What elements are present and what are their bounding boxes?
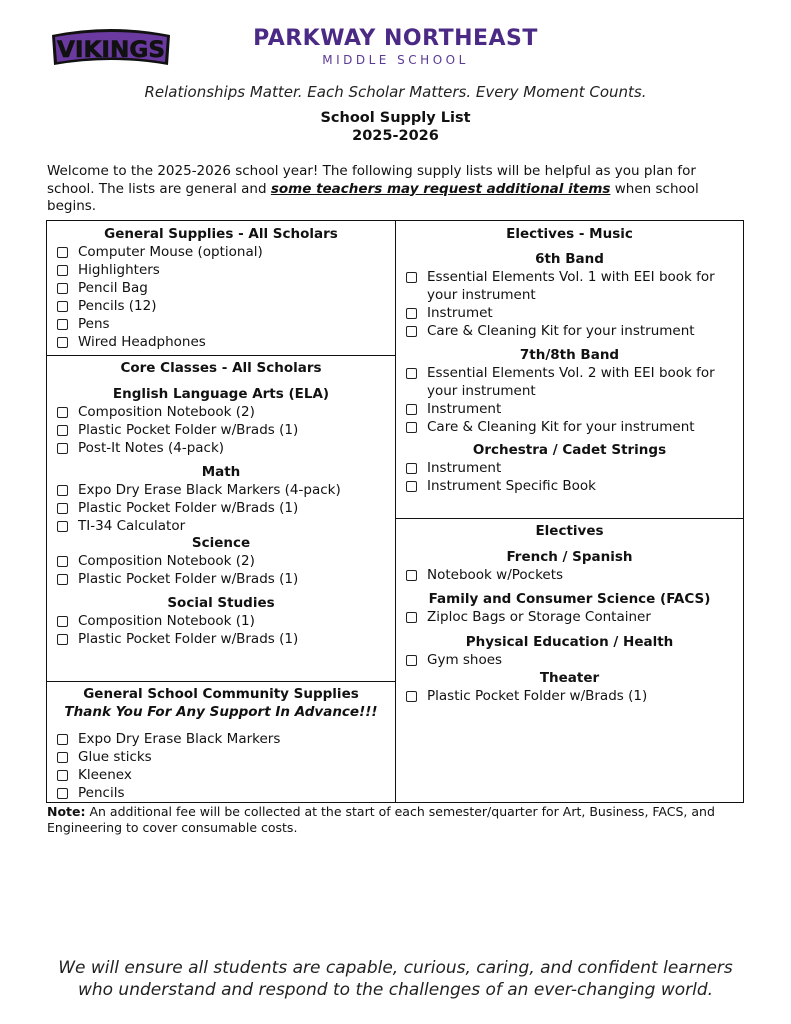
welcome-text-1: Welcome to the 2025-2026 school year! The following supply lists will be helpful as you plan for school. The lists are general and	[47, 163, 696, 197]
subsection-heading: Math	[201, 464, 241, 480]
supply-item-label: Essential Elements Vol. 2 with EEI book for your instrument	[427, 365, 715, 399]
section-subheading: Thank You For Any Support In Advance!!!	[64, 704, 378, 720]
supply-item	[47, 315, 395, 333]
supply-item	[47, 612, 395, 630]
subsection-heading: Orchestra / Cadet Strings	[472, 442, 667, 458]
supply-item-label: Glue sticks	[78, 749, 152, 765]
supply-item	[47, 439, 395, 457]
school-name: PARKWAY NORTHEAST	[253, 26, 538, 51]
checkbox[interactable]	[57, 407, 68, 418]
subsection-heading: 7th/8th Band	[519, 347, 620, 363]
supply-item	[396, 268, 743, 304]
supply-item	[47, 630, 395, 648]
french-spanish-list	[396, 566, 743, 584]
supply-item-label: Instrument Specific Book	[427, 478, 597, 494]
supply-item	[396, 418, 743, 436]
checkbox[interactable]	[406, 463, 417, 474]
subsection-heading: 6th Band	[535, 251, 604, 267]
pe-health-list	[396, 651, 743, 669]
supply-item-label: Gym shoes	[427, 652, 503, 668]
subsection-heading: English Language Arts (ELA)	[112, 386, 330, 402]
supply-item-label: Plastic Pocket Folder w/Brads (1)	[427, 688, 648, 704]
supply-item	[47, 499, 395, 517]
core-classes-section	[47, 356, 395, 682]
supply-item-label: Instrumet	[427, 305, 493, 321]
welcome-emphasis: some teachers may request additional items	[270, 180, 611, 197]
supply-item-label: Care & Cleaning Kit for your instrument	[427, 419, 695, 435]
subsection-heading: Physical Education / Health	[465, 634, 674, 650]
checkbox[interactable]	[406, 612, 417, 623]
supply-item	[396, 322, 743, 340]
checkbox[interactable]	[406, 308, 417, 319]
supply-item-label: Highlighters	[78, 262, 160, 278]
supply-item-label: TI-34 Calculator	[78, 518, 186, 534]
supply-item-label: Kleenex	[78, 767, 132, 783]
supply-item	[47, 730, 395, 748]
science-list	[47, 552, 395, 588]
note-label: Note:	[47, 804, 86, 819]
supply-item	[396, 651, 743, 669]
supply-item-label: Pencils (12)	[78, 298, 157, 314]
left-column	[47, 221, 396, 802]
checkbox[interactable]	[57, 616, 68, 627]
checkbox[interactable]	[57, 319, 68, 330]
subsection-heading: Social Studies	[167, 595, 275, 611]
ela-list	[47, 403, 395, 457]
general-supplies-list	[47, 243, 395, 351]
subsection-heading: Science	[191, 535, 251, 551]
right-column	[396, 221, 743, 802]
motto: Relationships Matter. Each Scholar Matters. Every Moment Counts.	[144, 83, 647, 101]
supply-item	[47, 333, 395, 351]
logo-text: VIKINGS	[57, 38, 165, 63]
electives-section	[396, 519, 743, 802]
page-title	[0, 109, 791, 145]
checkbox[interactable]	[57, 556, 68, 567]
section-heading: General Supplies - All Scholars	[104, 226, 338, 242]
supply-item	[47, 403, 395, 421]
title-year: 2025-2026	[352, 128, 439, 144]
checkbox[interactable]	[57, 521, 68, 532]
facs-list	[396, 608, 743, 626]
general-supplies-section	[47, 221, 395, 356]
checkbox[interactable]	[57, 485, 68, 496]
checkbox[interactable]	[57, 337, 68, 348]
supply-item-label: Composition Notebook (1)	[78, 613, 255, 629]
supply-item	[47, 279, 395, 297]
checkbox[interactable]	[57, 247, 68, 258]
supply-item	[396, 364, 743, 400]
supply-item	[396, 608, 743, 626]
supply-item	[47, 784, 395, 802]
checkbox[interactable]	[406, 570, 417, 581]
supply-item	[47, 552, 395, 570]
supply-item	[47, 748, 395, 766]
supply-item	[47, 570, 395, 588]
supply-item	[396, 304, 743, 322]
section-heading: General School Community Supplies	[83, 686, 359, 702]
supply-item-label: Ziploc Bags or Storage Container	[427, 609, 651, 625]
supply-item-label: Instrument	[427, 401, 502, 417]
checkbox[interactable]	[406, 655, 417, 666]
supply-item-label: Plastic Pocket Folder w/Brads (1)	[78, 631, 299, 647]
checkbox[interactable]	[57, 788, 68, 799]
supply-item-label: Notebook w/Pockets	[427, 567, 564, 583]
supply-item-label: Computer Mouse (optional)	[78, 244, 263, 260]
supply-item-label: Essential Elements Vol. 1 with EEI book for your instrument	[427, 269, 715, 303]
supply-item	[47, 766, 395, 784]
checkbox[interactable]	[57, 301, 68, 312]
welcome-text-2: when school begins.	[47, 180, 699, 214]
section-heading: Electives	[535, 523, 604, 539]
note-text: An additional fee will be collected at the start of each semester/quarter for Art, Business, FACS, and Engineering to cover consumable costs.	[47, 804, 715, 835]
vision-statement	[0, 958, 791, 1001]
theater-list	[396, 687, 743, 705]
section-heading: Electives - Music	[506, 226, 633, 242]
subsection-heading: Family and Consumer Science (FACS)	[428, 591, 711, 607]
supply-item-label: Wired Headphones	[78, 334, 206, 350]
band6-list	[396, 268, 743, 340]
checkbox[interactable]	[406, 404, 417, 415]
checkbox[interactable]	[57, 265, 68, 276]
supply-item	[47, 297, 395, 315]
community-supplies-list	[47, 730, 395, 802]
community-supplies-section	[47, 682, 395, 802]
subsection-heading: Theater	[539, 670, 600, 686]
supply-item-label: Pencils	[78, 785, 125, 801]
school-subtitle: MIDDLE SCHOOL	[322, 53, 469, 67]
vision-line-2: who understand and respond to the challenges of an ever-changing world.	[77, 979, 714, 1000]
school-name-block	[0, 26, 791, 67]
supply-item-label: Pencil Bag	[78, 280, 148, 296]
title-text: School Supply List	[320, 110, 471, 126]
checkbox[interactable]	[406, 326, 417, 337]
music-electives-section	[396, 221, 743, 519]
social-studies-list	[47, 612, 395, 648]
supply-item	[396, 687, 743, 705]
welcome-paragraph	[47, 163, 747, 216]
supply-item	[396, 400, 743, 418]
supply-item	[396, 459, 743, 477]
checkbox[interactable]	[406, 481, 417, 492]
checkbox[interactable]	[57, 425, 68, 436]
checkbox[interactable]	[57, 443, 68, 454]
checkbox[interactable]	[406, 368, 417, 379]
supply-item-label: Plastic Pocket Folder w/Brads (1)	[78, 500, 299, 516]
subsection-heading: French / Spanish	[506, 549, 633, 565]
checkbox[interactable]	[57, 752, 68, 763]
supply-item-label: Plastic Pocket Folder w/Brads (1)	[78, 571, 299, 587]
supply-item-label: Instrument	[427, 460, 502, 476]
supply-table	[46, 220, 744, 803]
checkbox[interactable]	[57, 734, 68, 745]
supply-item	[396, 477, 743, 495]
supply-item	[47, 261, 395, 279]
supply-item-label: Composition Notebook (2)	[78, 404, 255, 420]
checkbox[interactable]	[57, 283, 68, 294]
supply-item-label: Post-It Notes (4-pack)	[78, 440, 225, 456]
math-list	[47, 481, 395, 535]
vision-line-1: We will ensure all students are capable, curious, caring, and confident learners	[58, 958, 733, 978]
supply-item-label: Plastic Pocket Folder w/Brads (1)	[78, 422, 299, 438]
supply-item-label: Care & Cleaning Kit for your instrument	[427, 323, 695, 339]
supply-item-label: Composition Notebook (2)	[78, 553, 255, 569]
supply-item	[47, 421, 395, 439]
checkbox[interactable]	[406, 422, 417, 433]
supply-item	[47, 243, 395, 261]
checkbox[interactable]	[406, 691, 417, 702]
orchestra-list	[396, 459, 743, 495]
supply-item	[47, 517, 395, 535]
checkbox[interactable]	[57, 574, 68, 585]
supply-item	[47, 481, 395, 499]
checkbox[interactable]	[57, 770, 68, 781]
supply-item	[396, 566, 743, 584]
checkbox[interactable]	[406, 272, 417, 283]
fee-note	[47, 804, 747, 836]
supply-item-label: Pens	[78, 316, 110, 332]
section-heading: Core Classes - All Scholars	[120, 360, 322, 376]
checkbox[interactable]	[57, 634, 68, 645]
supply-item-label: Expo Dry Erase Black Markers	[78, 731, 281, 747]
supply-item-label: Expo Dry Erase Black Markers (4-pack)	[78, 482, 341, 498]
band78-list	[396, 364, 743, 436]
checkbox[interactable]	[57, 503, 68, 514]
